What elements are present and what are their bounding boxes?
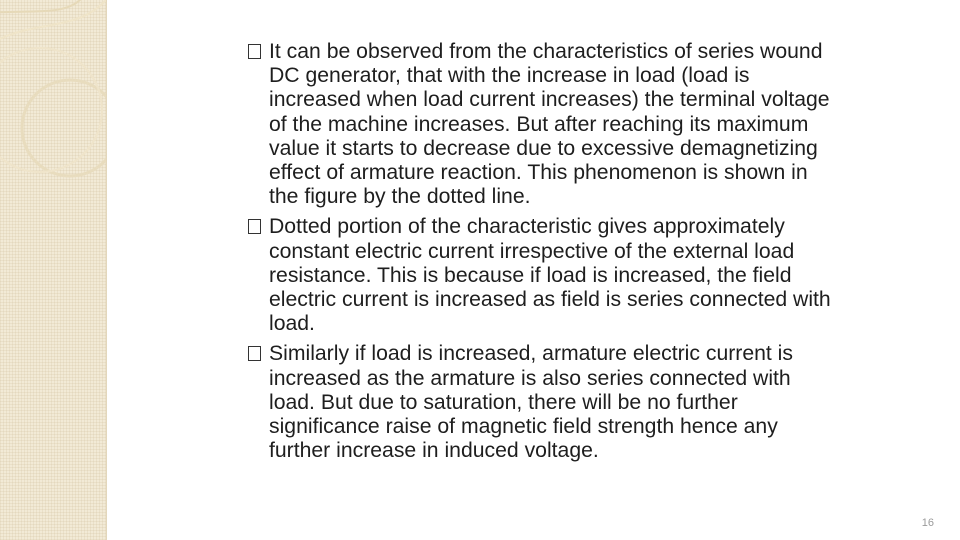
bullet-text: Dotted portion of the characteristic gives approximately constant electric current irrespective of the external load resistance. This is because if load is increased, the field electric current is increased as field is series connected with load. [269,215,831,336]
sidebar-curves-graphic [0,0,106,540]
bullet-text: It can be observed from the characteristics of series wound DC generator, that with the increase in load (load is increased when load current increases) the terminal voltage of the machine increases. But after reaching its maximum value it starts to decrease due to excessive demagnetizing effect of armature reaction. This phenomenon is shown in the figure by the dotted line. [269,40,830,209]
bullet-box-icon [248,219,261,234]
slide-number: 16 [921,517,934,529]
bullet-text: Similarly if load is increased, armature electric current is increased as the armature is also series connected with load. But due to saturation, there will be no further significance raise of magnetic field strength hence any further increase in induced voltage. [269,342,793,463]
bullet-3 [248,342,838,463]
decorative-sidebar [0,0,107,540]
bullet-2 [248,215,838,336]
bullet-1 [248,40,838,209]
bullet-box-icon [248,346,261,361]
slide-body [248,40,838,463]
bullet-box-icon [248,44,261,59]
